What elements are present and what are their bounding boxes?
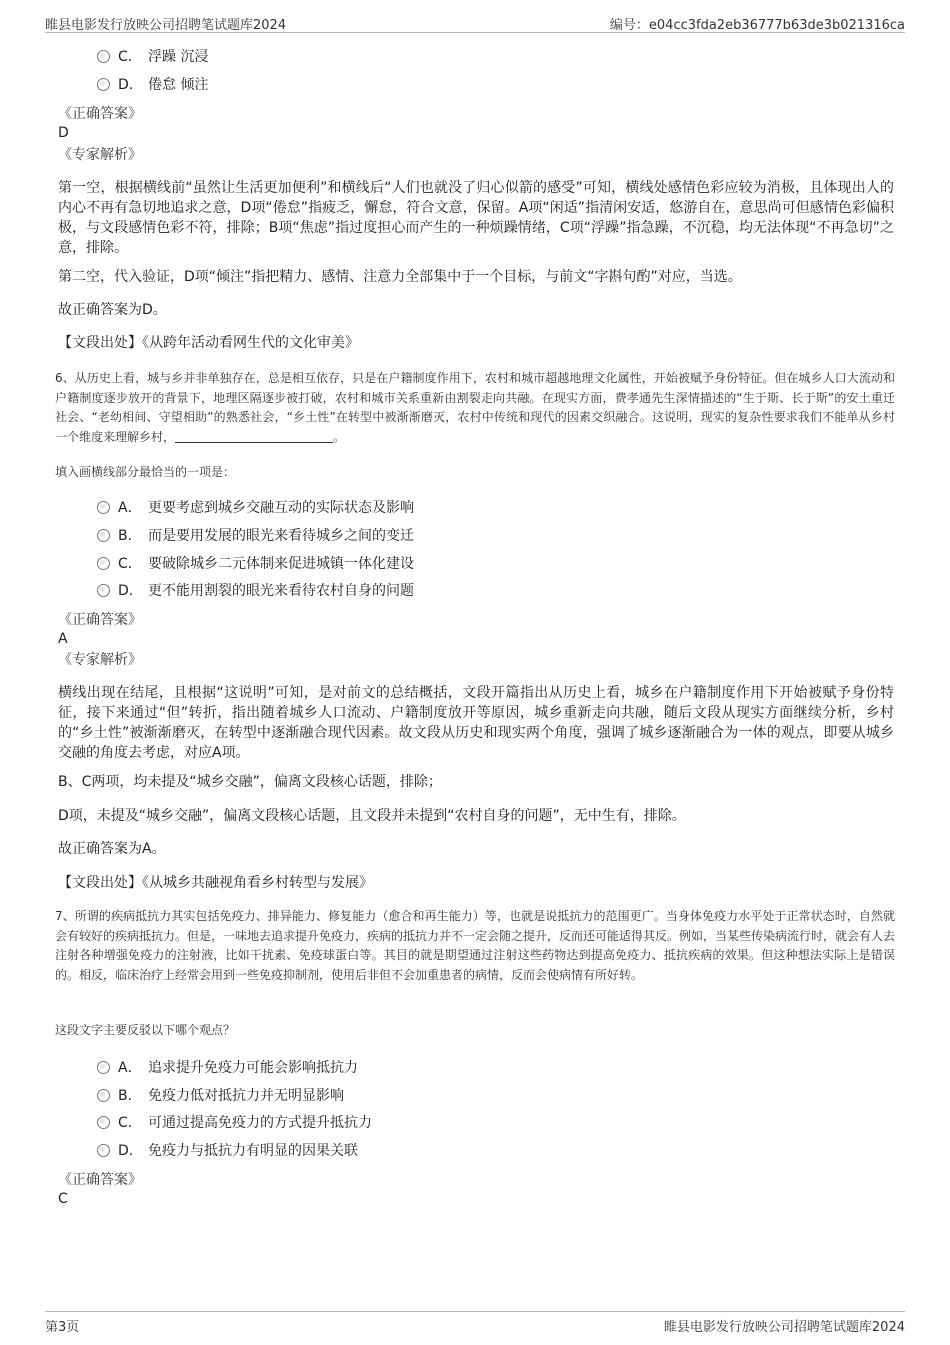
q6-prompt: 填入画横线部分最恰当的一项是：: [55, 465, 236, 479]
radio-icon[interactable]: [97, 1089, 110, 1102]
radio-icon[interactable]: [97, 584, 110, 597]
q5-answer-label: 《正确答案》: [58, 106, 142, 122]
q5-analysis-p2: 第二空，代入验证，D项“倾注”指把精力、感情、注意力全部集中于一个目标，与前文“字斟句酌”对应，当选。: [58, 269, 742, 285]
radio-icon[interactable]: [97, 501, 110, 514]
header-title: 睢县电影发行放映公司招聘笔试题库2024: [45, 18, 287, 33]
q7-option-d[interactable]: D． 免疫力与抵抗力有明显的因果关联: [97, 1141, 358, 1161]
q5-option-d[interactable]: D． 倦怠 倾注: [97, 75, 208, 95]
q6-source: 【文段出处】《从城乡共融视角看乡村转型与发展》: [58, 875, 373, 891]
q7-option-a[interactable]: A． 追求提升免疫力可能会影响抵抗力: [97, 1058, 358, 1078]
q5-analysis-label: 《专家解析》: [58, 147, 142, 163]
radio-icon[interactable]: [97, 50, 110, 63]
q5-analysis-p1: 第一空，根据横线前“虽然让生活更加便利”和横线后“人们也就没了归心似箭的感受”可知，横线处感情色彩应较为消极，且体现出人的内心不再有急切地追求之意，D项“倦怠”指疲乏，懈怠，符合文意，保留。A项“闲适”指清闲安适，悠游自在，意思尚可但感情色彩偏积极，与文段感情色彩不符，排除；B项“焦虑”指过度担心而产生的一种烦躁情绪，C项“浮躁”指急躁，不沉稳，均无法体现“不再急切”之意，排除。: [58, 180, 894, 256]
q6-answer: A: [58, 631, 68, 647]
q6-analysis-p2: B、C两项，均未提及“城乡交融”，偏离文段核心话题，排除；: [58, 774, 442, 790]
q6-answer-label: 《正确答案》: [58, 612, 142, 628]
q6-option-a[interactable]: A． 更要考虑到城乡交融互动的实际状态及影响: [97, 498, 414, 518]
q7-stem: 7、所谓的疾病抵抗力其实包括免疫力、排异能力、修复能力（愈合和再生能力）等，也就是说抵抗力的范围更广。当身体免疫力水平处于正常状态时，自然就会有较好的疾病抵抗力。但是，一味地去追求提升免疫力，疾病的抵抗力并不一定会随之提升，反而还可能适得其反。例如，当某些传染病流行时，就会有人去注射各种增强免疫力的注射液，比如干扰素、免疫球蛋白等。其目的就是期望通过注射这些药物达到提高免疫力、抵抗疾病的效果。但这种想法实际上是错误的。相反，临床治疗上经常会用到一些免疫抑制剂，使用后非但不会加重患者的病情，反而会使病情有所好转。: [55, 909, 896, 982]
radio-icon[interactable]: [97, 1116, 110, 1129]
page-footer: [45, 1311, 905, 1334]
q7-prompt: 这段文字主要反驳以下哪个观点？: [55, 1023, 236, 1037]
q6-option-b[interactable]: B． 而是要用发展的眼光来看待城乡之间的变迁: [97, 526, 414, 546]
q7-answer-label: 《正确答案》: [58, 1172, 142, 1188]
fill-blank: [175, 430, 333, 443]
q6-analysis-label: 《专家解析》: [58, 652, 142, 668]
q6-analysis-p3: D项，未提及“城乡交融”，偏离文段核心话题，且文段并未提到“农村自身的问题”，无中生有，排除。: [58, 808, 686, 824]
q5-option-c[interactable]: C． 浮躁 沉浸: [97, 47, 208, 67]
header-code: 编号：e04cc3fda2eb36777b63de3b021316ca: [609, 18, 905, 33]
q5-answer: D: [58, 125, 69, 141]
radio-icon[interactable]: [97, 557, 110, 570]
radio-icon[interactable]: [97, 529, 110, 542]
q5-source: 【文段出处】《从跨年活动看网生代的文化审美》: [58, 335, 359, 351]
radio-icon[interactable]: [97, 78, 110, 91]
radio-icon[interactable]: [97, 1144, 110, 1157]
footer-title: 睢县电影发行放映公司招聘笔试题库2024: [663, 1320, 905, 1335]
q6-option-c[interactable]: C． 要破除城乡二元体制来促进城镇一体化建设: [97, 554, 414, 574]
q6-stem: 6、从历史上看，城与乡并非单独存在，总是相互依存，只是在户籍制度作用下，农村和城市超越地理文化属性，开始被赋予身份特征。但在城乡人口大流动和户籍制度逐步放开的背景下，地理区隔逐步被打破，农村和城市关系重新由割裂走向共融。在现实方面，费孝通先生深情描述的“生于斯、长于斯”的安土重迁社会、“老幼相间、守望相助”的熟悉社会，“乡土性”在转型中被渐渐磨灭，农村中传统和现代的因素交织融合。这说明，现实的复杂性要求我们不能单从乡村一个维度来理解乡村， 。: [55, 371, 895, 444]
q7-option-b[interactable]: B． 免疫力低对抵抗力并无明显影响: [97, 1086, 344, 1106]
q6-analysis-p4: 故正确答案为A。: [58, 841, 166, 857]
q5-analysis-p3: 故正确答案为D。: [58, 302, 167, 318]
footer-page-number: 第3页: [45, 1320, 80, 1335]
q7-option-c[interactable]: C． 可通过提高免疫力的方式提升抵抗力: [97, 1113, 372, 1133]
q7-answer: C: [58, 1191, 68, 1207]
q6-option-d[interactable]: D． 更不能用割裂的眼光来看待农村自身的问题: [97, 581, 414, 601]
q6-analysis-p1: 横线出现在结尾，且根据“这说明”可知，是对前文的总结概括，文段开篇指出从历史上看，城乡在户籍制度作用下开始被赋予身份特征，接下来通过“但”转折，指出随着城乡人口流动、户籍制度放开等原因，城乡重新走向共融，随后文段从现实方面继续分析，乡村的“乡土性”被渐渐磨灭，在转型中逐渐融合现代因素。故文段从历史和现实两个角度，强调了城乡逐渐融合为一体的观点，即要从城乡交融的角度去考虑，对应A项。: [58, 685, 894, 761]
radio-icon[interactable]: [97, 1061, 110, 1074]
page-header: [45, 14, 905, 33]
